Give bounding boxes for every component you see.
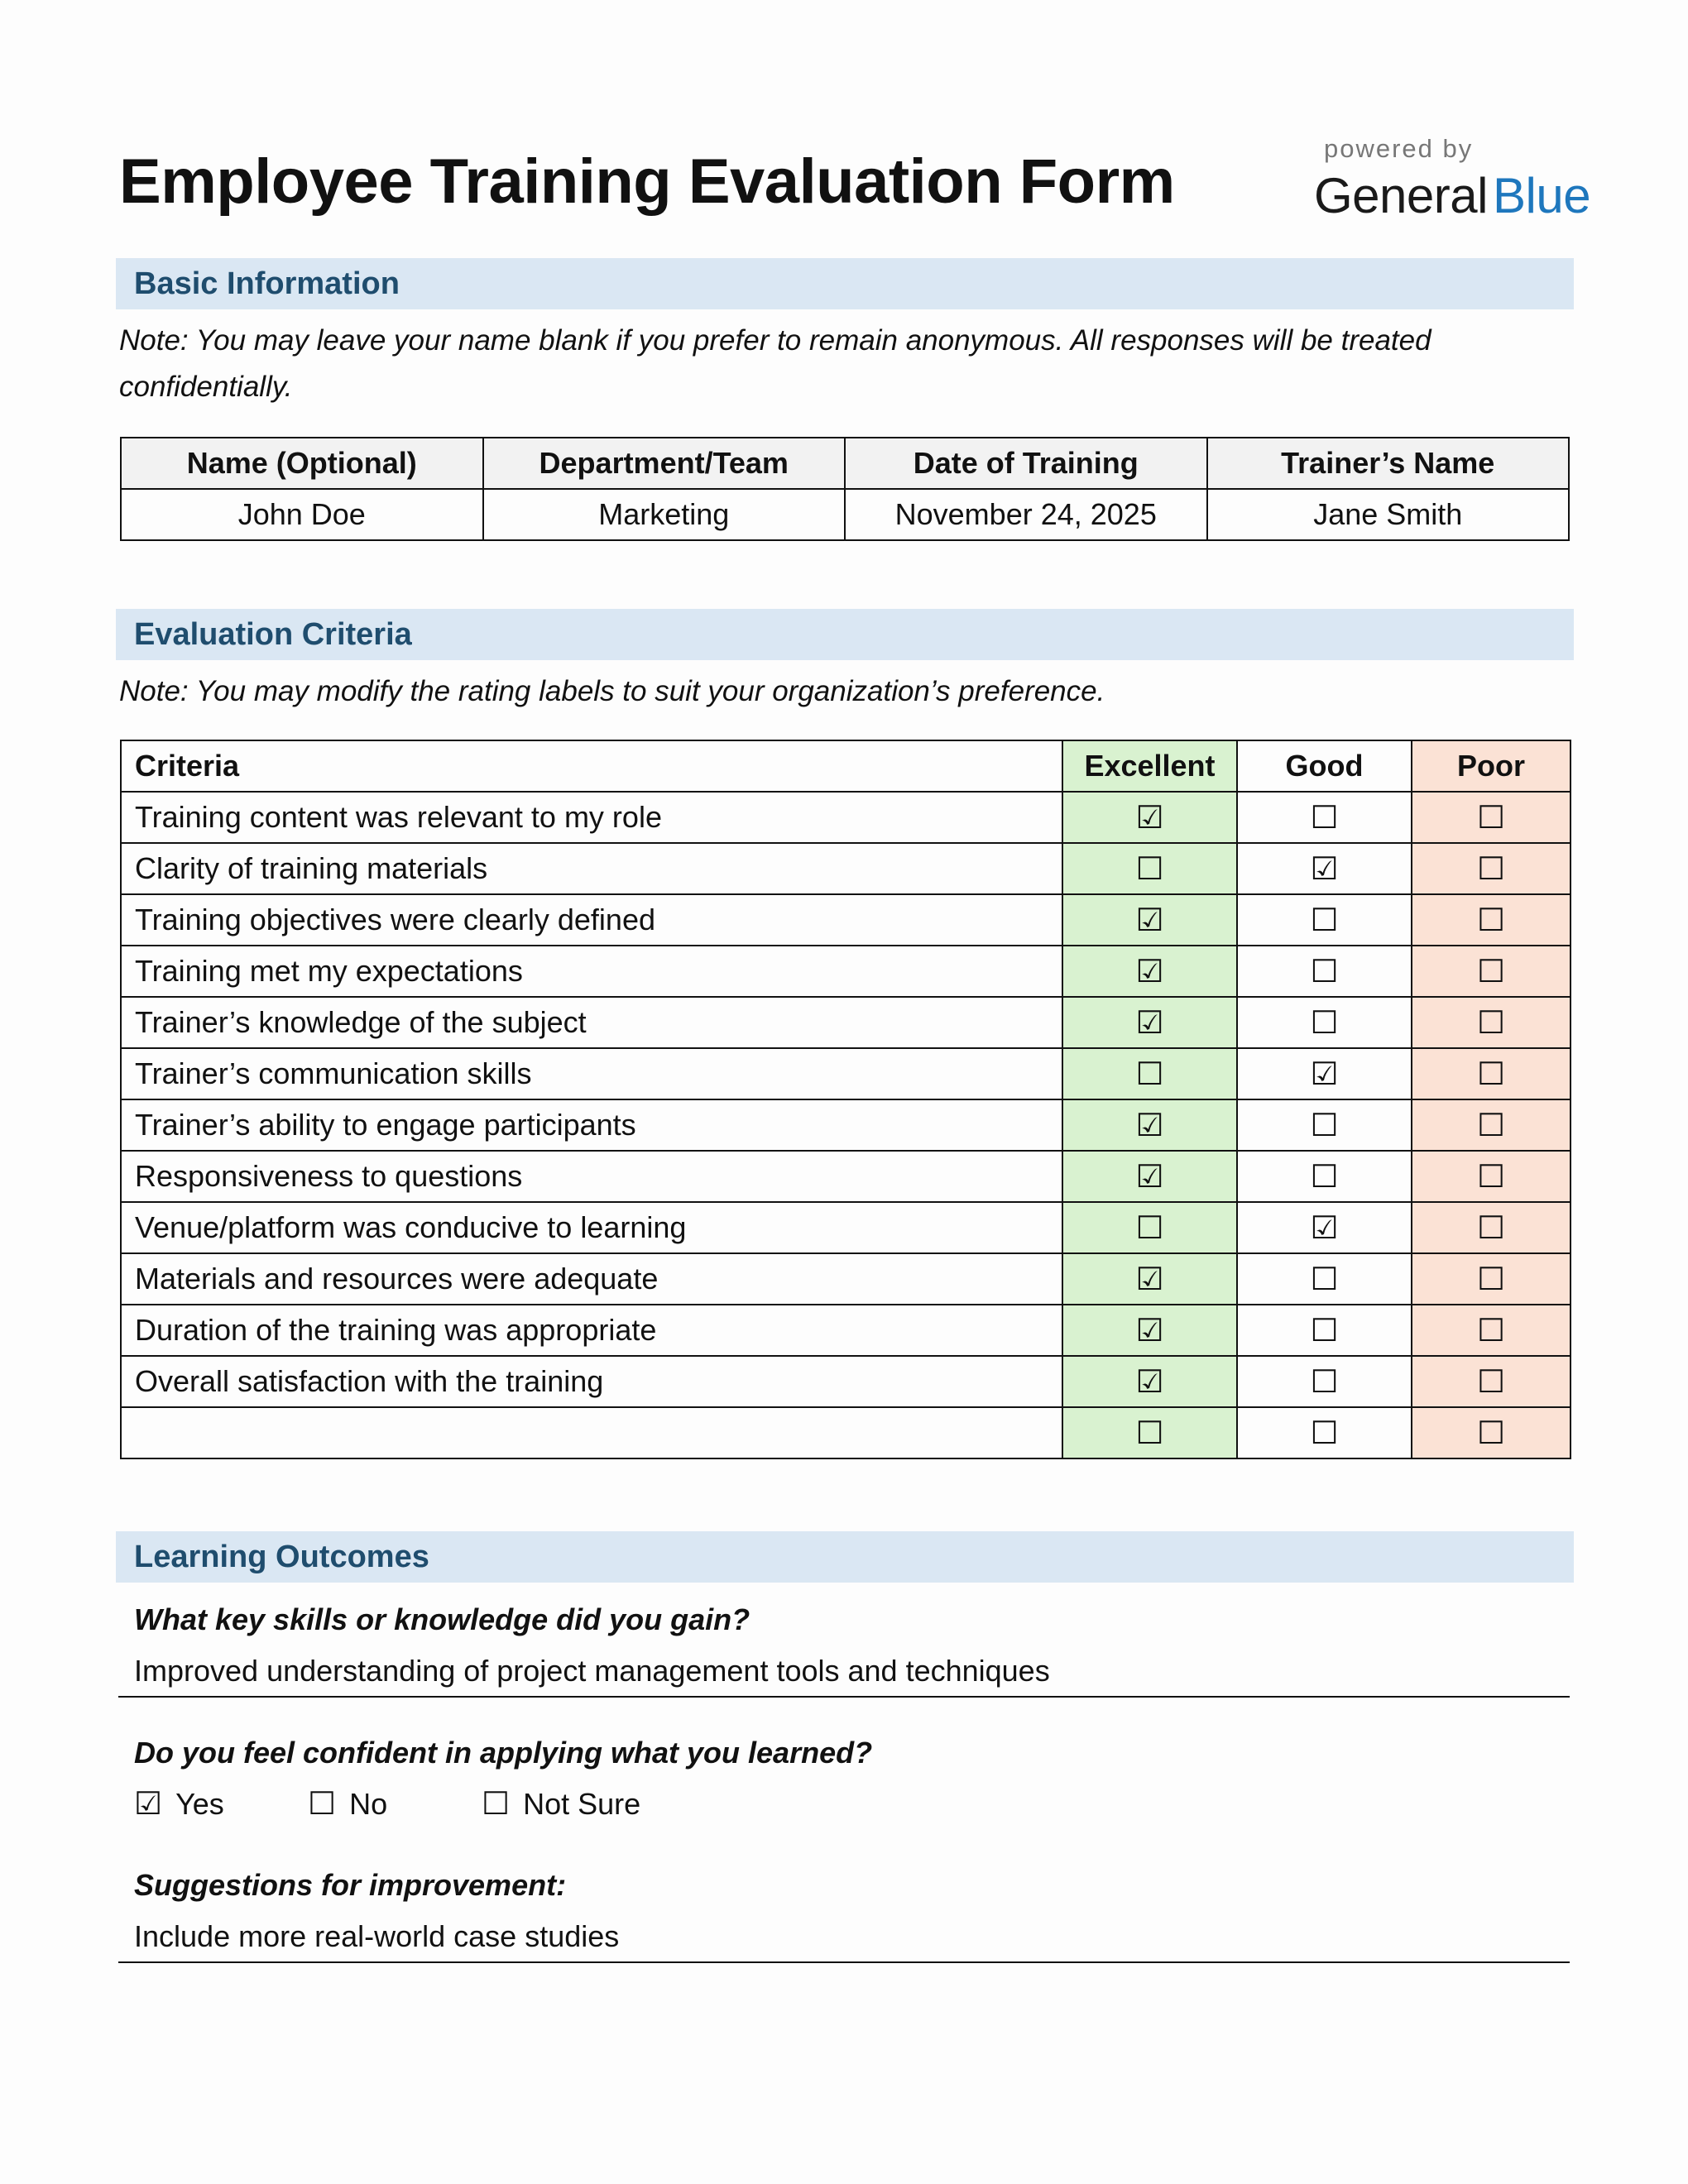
table-row (121, 894, 1571, 946)
answer-underline (118, 1961, 1570, 1963)
rating-cell-good (1237, 1253, 1412, 1305)
rating-cell-excellent (1062, 792, 1237, 843)
rating-cell-good (1237, 1356, 1412, 1407)
criteria-label: Venue/platform was conducive to learning (121, 1202, 1062, 1253)
rating-cell-excellent (1062, 1048, 1237, 1099)
column-header-excellent: Excellent (1062, 740, 1237, 792)
option-no[interactable] (308, 1784, 387, 1825)
checkbox-checked-icon[interactable]: ☑ (1135, 954, 1164, 989)
rating-cell-poor (1412, 1305, 1571, 1356)
table-row (121, 1202, 1571, 1253)
checkbox-empty-icon[interactable]: ☐ (1310, 903, 1339, 938)
rating-cell-good (1237, 1151, 1412, 1202)
checkbox-empty-icon[interactable]: ☐ (1476, 851, 1506, 887)
column-header-good: Good (1237, 740, 1412, 792)
rating-cell-good (1237, 1305, 1412, 1356)
criteria-label: Trainer’s communication skills (121, 1048, 1062, 1099)
checkbox-checked-icon[interactable]: ☑ (1135, 1005, 1164, 1041)
section-heading: Evaluation Criteria (134, 617, 412, 652)
answer-skills-gained[interactable]: Improved understanding of project management tools and techniques (134, 1654, 1050, 1688)
checkbox-empty-icon[interactable]: ☐ (1310, 1108, 1339, 1143)
criteria-label: Duration of the training was appropriate (121, 1305, 1062, 1356)
rating-cell-poor (1412, 946, 1571, 997)
checkbox-empty-icon[interactable]: ☐ (1476, 800, 1506, 836)
column-header-date: Date of Training (845, 438, 1207, 489)
checkbox-empty-icon[interactable]: ☐ (1476, 1262, 1506, 1297)
criteria-label: Trainer’s knowledge of the subject (121, 997, 1062, 1048)
criteria-label: Materials and resources were adequate (121, 1253, 1062, 1305)
rating-cell-excellent (1062, 997, 1237, 1048)
criteria-rows (121, 792, 1571, 1458)
criteria-label: Trainer’s ability to engage participants (121, 1099, 1062, 1151)
page-title: Employee Training Evaluation Form (119, 146, 1175, 217)
criteria-label: Clarity of training materials (121, 843, 1062, 894)
evaluation-note: Note: You may modify the rating labels to suit your organization’s preference. (119, 675, 1105, 707)
rating-cell-excellent (1062, 843, 1237, 894)
checkbox-empty-icon[interactable]: ☐ (1135, 1210, 1164, 1246)
checkbox-empty-icon[interactable]: ☐ (1476, 1159, 1506, 1195)
brand-powered-by: powered by (1324, 134, 1474, 163)
table-row (121, 1305, 1571, 1356)
checkbox-empty-icon[interactable]: ☐ (1476, 1056, 1506, 1092)
answer-underline (118, 1696, 1570, 1698)
checkbox-checked-icon[interactable]: ☑ (1135, 800, 1164, 836)
table-row (121, 1356, 1571, 1407)
checkbox-empty-icon[interactable]: ☐ (1310, 1159, 1339, 1195)
table-row (121, 997, 1571, 1048)
rating-cell-good (1237, 1048, 1412, 1099)
column-header-trainer: Trainer’s Name (1207, 438, 1570, 489)
checkbox-empty-icon[interactable]: ☐ (1135, 1415, 1164, 1451)
checkbox-empty-icon[interactable]: ☐ (1476, 1415, 1506, 1451)
rating-cell-poor (1412, 843, 1571, 894)
table-row (121, 792, 1571, 843)
checkbox-checked-icon[interactable]: ☑ (1135, 1108, 1164, 1143)
rating-cell-good (1237, 1407, 1412, 1458)
rating-cell-poor (1412, 894, 1571, 946)
checkbox-empty-icon[interactable]: ☐ (482, 1787, 511, 1822)
rating-cell-poor (1412, 1407, 1571, 1458)
rating-cell-excellent (1062, 1305, 1237, 1356)
rating-cell-poor (1412, 1202, 1571, 1253)
rating-cell-good (1237, 946, 1412, 997)
criteria-label: Overall satisfaction with the training (121, 1356, 1062, 1407)
option-label: Not Sure (523, 1787, 641, 1821)
question-confidence: Do you feel confident in applying what you learned? (134, 1736, 873, 1770)
rating-cell-good (1237, 1099, 1412, 1151)
checkbox-empty-icon[interactable]: ☐ (1476, 903, 1506, 938)
rating-cell-good (1237, 1202, 1412, 1253)
rating-cell-excellent (1062, 1202, 1237, 1253)
department-field[interactable]: Marketing (483, 489, 846, 540)
brand-name (1314, 167, 1590, 225)
rating-cell-poor (1412, 1099, 1571, 1151)
checkbox-empty-icon[interactable]: ☐ (1310, 1313, 1339, 1348)
checkbox-checked-icon[interactable]: ☑ (1310, 851, 1339, 887)
rating-cell-poor (1412, 1356, 1571, 1407)
rating-cell-good (1237, 997, 1412, 1048)
criteria-label: Training content was relevant to my role (121, 792, 1062, 843)
checkbox-checked-icon[interactable]: ☑ (1135, 1159, 1164, 1195)
rating-cell-excellent (1062, 946, 1237, 997)
checkbox-empty-icon[interactable]: ☐ (1476, 1210, 1506, 1246)
answer-suggestions[interactable]: Include more real-world case studies (134, 1919, 620, 1953)
basic-info-values-row (121, 489, 1569, 540)
table-row (121, 1099, 1571, 1151)
section-heading: Learning Outcomes (134, 1540, 429, 1574)
table-row (121, 946, 1571, 997)
question-suggestions: Suggestions for improvement: (134, 1868, 567, 1902)
rating-cell-poor (1412, 792, 1571, 843)
question-skills-gained: What key skills or knowledge did you gain? (134, 1602, 750, 1636)
checkbox-checked-icon[interactable]: ☑ (1135, 1364, 1164, 1400)
column-header-department: Department/Team (483, 438, 846, 489)
column-header-criteria: Criteria (121, 740, 1062, 792)
basic-info-note: Note: You may leave your name blank if you prefer to remain anonymous. All responses will be treated confidentially. (119, 324, 1431, 403)
criteria-table (120, 740, 1571, 1459)
rating-cell-poor (1412, 997, 1571, 1048)
checkbox-empty-icon[interactable]: ☐ (1476, 1108, 1506, 1143)
rating-cell-good (1237, 843, 1412, 894)
brand-general: General (1314, 168, 1488, 223)
table-row (121, 1407, 1571, 1458)
basic-info-header-row (121, 438, 1569, 489)
checkbox-empty-icon[interactable]: ☐ (1310, 1364, 1339, 1400)
checkbox-empty-icon[interactable]: ☐ (1135, 1056, 1164, 1092)
criteria-label: Responsiveness to questions (121, 1151, 1062, 1202)
section-evaluation-criteria (116, 609, 1574, 660)
checkbox-empty-icon[interactable]: ☐ (308, 1787, 337, 1822)
rating-cell-excellent (1062, 1099, 1237, 1151)
rating-cell-excellent (1062, 1407, 1237, 1458)
checkbox-empty-icon[interactable]: ☐ (1310, 1262, 1339, 1297)
checkbox-checked-icon[interactable]: ☑ (1135, 1262, 1164, 1297)
checkbox-empty-icon[interactable]: ☐ (1476, 1313, 1506, 1348)
criteria-header-row (121, 740, 1571, 792)
option-label: No (349, 1787, 388, 1821)
checkbox-empty-icon[interactable]: ☐ (1476, 1005, 1506, 1041)
rating-cell-excellent (1062, 894, 1237, 946)
section-basic-information (116, 258, 1574, 309)
rating-cell-good (1237, 894, 1412, 946)
checkbox-empty-icon[interactable]: ☐ (1310, 800, 1339, 836)
rating-cell-poor (1412, 1151, 1571, 1202)
checkbox-checked-icon[interactable]: ☑ (1135, 903, 1164, 938)
table-row (121, 1048, 1571, 1099)
brand-blue: Blue (1492, 168, 1591, 223)
rating-cell-poor (1412, 1048, 1571, 1099)
option-not-sure[interactable] (482, 1784, 640, 1825)
rating-cell-good (1237, 792, 1412, 843)
checkbox-empty-icon[interactable]: ☐ (1310, 1415, 1339, 1451)
checkbox-empty-icon[interactable]: ☐ (1476, 1364, 1506, 1400)
checkbox-empty-icon[interactable]: ☐ (1135, 851, 1164, 887)
rating-cell-excellent (1062, 1151, 1237, 1202)
checkbox-empty-icon[interactable]: ☐ (1476, 954, 1506, 989)
column-header-name: Name (Optional) (121, 438, 483, 489)
rating-cell-excellent (1062, 1253, 1237, 1305)
table-row (121, 843, 1571, 894)
checkbox-checked-icon[interactable]: ☑ (1310, 1056, 1339, 1092)
criteria-label (121, 1407, 1062, 1458)
checkbox-empty-icon[interactable]: ☐ (1310, 1005, 1339, 1041)
checkbox-checked-icon[interactable]: ☑ (134, 1787, 163, 1822)
name-field[interactable]: John Doe (121, 489, 483, 540)
criteria-label: Training met my expectations (121, 946, 1062, 997)
date-field[interactable]: November 24, 2025 (845, 489, 1207, 540)
column-header-poor: Poor (1412, 740, 1571, 792)
section-learning-outcomes (116, 1531, 1574, 1583)
rating-cell-excellent (1062, 1356, 1237, 1407)
table-row (121, 1253, 1571, 1305)
criteria-label: Training objectives were clearly defined (121, 894, 1062, 946)
option-label: Yes (175, 1787, 224, 1821)
section-heading: Basic Information (134, 266, 400, 301)
basic-info-table (120, 437, 1570, 541)
trainer-field[interactable]: Jane Smith (1207, 489, 1570, 540)
option-yes[interactable] (134, 1784, 224, 1825)
checkbox-empty-icon[interactable]: ☐ (1310, 954, 1339, 989)
checkbox-checked-icon[interactable]: ☑ (1135, 1313, 1164, 1348)
rating-cell-poor (1412, 1253, 1571, 1305)
table-row (121, 1151, 1571, 1202)
checkbox-checked-icon[interactable]: ☑ (1310, 1210, 1339, 1246)
